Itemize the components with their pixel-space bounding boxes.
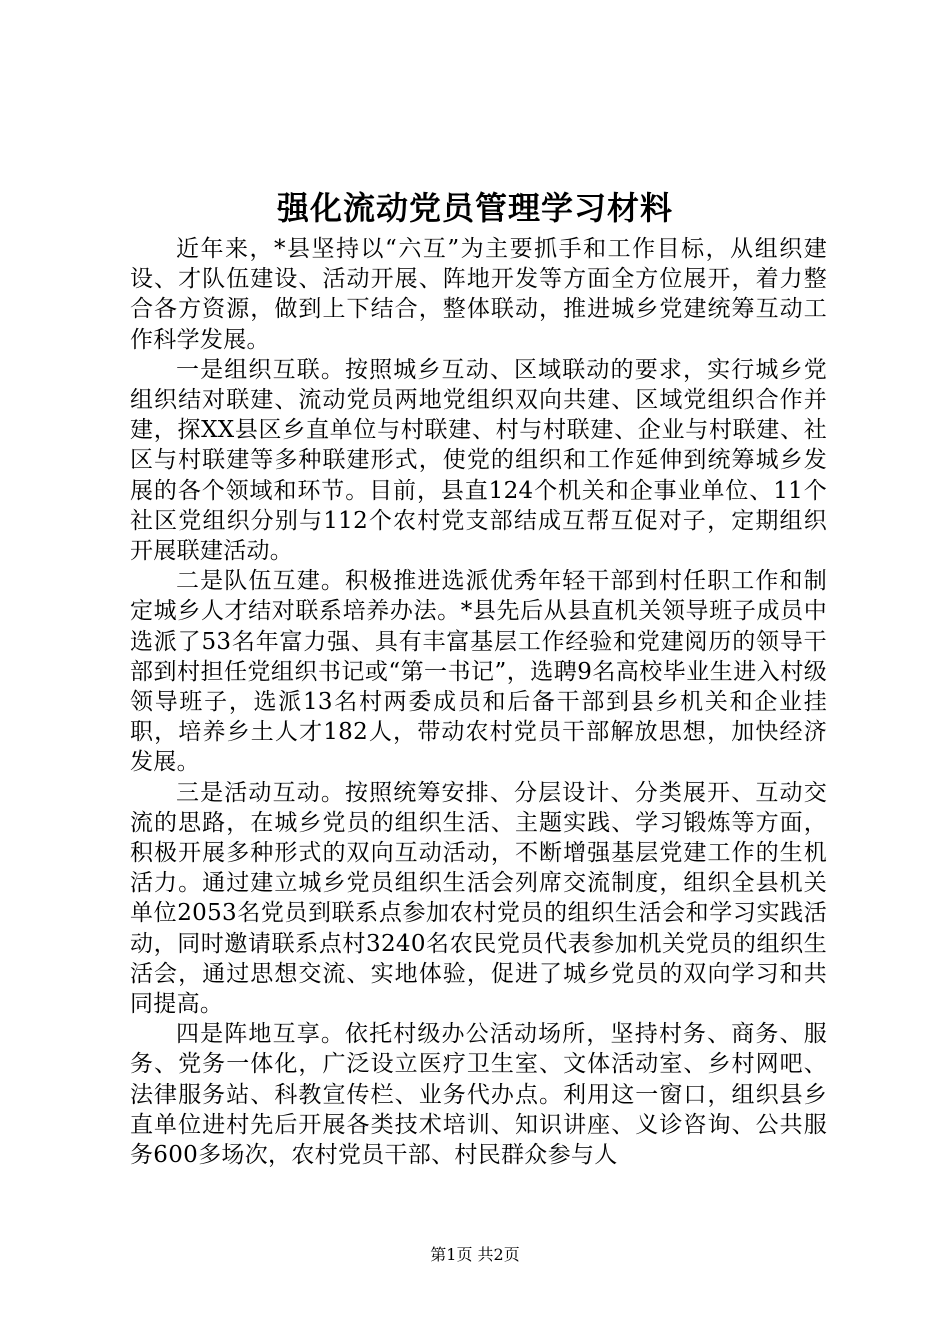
- paragraph-facilities: 四是阵地互享。依托村级办公活动场所，坚持村务、商务、服务、党务一体化，广泛设立医疗卫生室、文体活动室、乡村网吧、法律服务站、科教宣传栏、业务代办点。利用这一窗口，组织县乡直单位进村先后开展各类技术培训、知识讲座、义诊咨询、公共服务600多场次，农村党员干部、村民群众参与人: [130, 1021, 827, 1169]
- document-title: 强化流动党员管理学习材料: [276, 189, 673, 227]
- page-footer: 第1页 共2页: [430, 1245, 520, 1264]
- document-body: [130, 234, 827, 1170]
- paragraph-intro: 近年来，*县坚持以“六互”为主要抓手和工作目标，从组织建设、才队伍建设、活动开展、阵地开发等方面全方位展开，着力整合各方资源，做到上下结合，整体联动，推进城乡党建统筹互动工作科学发展。: [130, 236, 827, 353]
- paragraph-team: 二是队伍互建。积极推进选派优秀年轻干部到村任职工作和制定城乡人才结对联系培养办法。*县先后从县直机关领导班子成员中选派了53名年富力强、具有丰富基层工作经验和党建阅历的领导干部到村担任党组织书记或“第一书记”，选聘9名高校毕业生进入村级领导班子，选派13名村两委成员和后备干部到县乡机关和企业挂职，培养乡土人才182人，带动农村党员干部解放思想，加快经济发展。: [130, 568, 827, 776]
- paragraph-organization: 一是组织互联。按照城乡互动、区域联动的要求，实行城乡党组织结对联建、流动党员两地党组织双向共建、区域党组织合作并建，探XX县区乡直单位与村联建、村与村联建、企业与村联建、社区与村联建等多种联建形式，使党的组织和工作延伸到统筹城乡发展的各个领域和环节。目前，县直124个机关和企事业单位、11个社区党组织分别与112个农村党支部结成互帮互促对子，定期组织开展联建活动。: [130, 356, 827, 565]
- paragraph-activities: 三是活动互动。按照统筹安排、分层设计、分类展开、互动交流的思路，在城乡党员的组织生活、主题实践、学习锻炼等方面，积极开展多种形式的双向互动活动，不断增强基层党建工作的生机活力。通过建立城乡党员组织生活会列席交流制度，组织全县机关单位2053名党员到联系点参加农村党员的组织生活会和学习实践活动，同时邀请联系点村3240名农民党员代表参加机关党员的组织生活会，通过思想交流、实地体验，促进了城乡党员的双向学习和共同提高。: [130, 779, 827, 1018]
